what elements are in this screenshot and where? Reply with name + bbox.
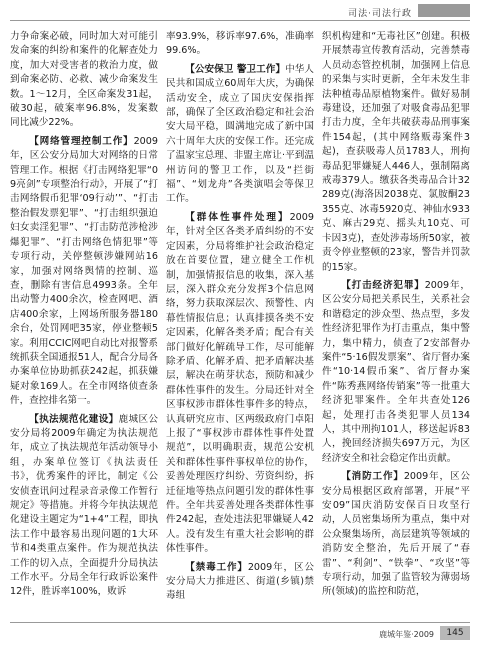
paragraph: 率93.9%，移诉率97.6%，准确率99.6%。 [166, 31, 314, 57]
paragraph: 织机构建和“无毒社区”创建。积极开展禁毒宣传教育活动，完善禁毒人员动态管控机制，加强网上信息的采集与实时更新，全年未发生非法种植毒品原植物案件。做好易制毒建设，还加强了对吸食毒品犯罪打击力度，全年共破获毒品刑事案件154起，(其中网络贩毒案件3起)，查获吸毒人员1783人，刑拘毒品犯罪嫌疑人446人，强制隔离戒毒379人。缴获各类毒品合计32289克(海洛因2038克、氯胺酮23355克、冰毒5920克、神仙水933克、麻古29克、摇头丸10克、可卡因3克)，查处涉毒场所50家，被责令停业整顿的23家，警告并罚款的15家。 [322, 31, 470, 273]
section-heading: 【公安保卫 警卫工作】 [185, 63, 286, 75]
section-economic-crime [322, 279, 470, 466]
section-heading: 【消防工作】 [341, 471, 404, 483]
section-anti-drug [166, 561, 314, 604]
column-1 [10, 30, 158, 618]
section-body: 2009年，区公安分局加大对网络的日常管理工作。根据《打击网络犯罪“09亮剑”专项整治行动》，开展了“打击网络假币犯罪‘09行动’”、“打击整治假发票犯罪”、“打击组织强迫妇女卖淫犯罪”、“打击防范涉枪涉爆犯罪”、“打击网络色情犯罪”等专项行动，关停整顿涉嫌网站16家，加强对网络舆情的控制、巡查，删除有害信息4993条。全年出动警力400余次，检查网吧、酒店400余家，上网场所服务器180余台，处罚网吧35家，停业整顿5家。利用CCIC网吧自动比对报警系统抓获全国通报51人，配合分局各办案单位协助抓获242起，抓获嫌疑对象169人。在全市网络侦查条件，查控排名第一。 [10, 135, 158, 407]
section-heading: 【打击经济犯罪】 [341, 279, 425, 291]
header-decoration [418, 4, 470, 17]
column-2 [166, 30, 314, 618]
paragraph: 力争命案必破，同时加大对可能引发命案的纠纷和案件的化解查处力度，加大对受害者的救治力度，做到命案必防、必救、减少命案发生数。1～12月，全区命案发31起，破30起，破案率96.8%，发案数同比减少22%。 [10, 31, 158, 129]
section-fire-safety [322, 470, 470, 600]
section-heading: 【执法规范化建设】 [29, 413, 119, 425]
footer-rule [10, 622, 470, 623]
section-law-enforcement [10, 413, 158, 600]
yearbook-name: 鹿城年鉴·2009 [379, 630, 434, 639]
text-columns [10, 30, 470, 618]
section-body: 鹿城区公安分局将2009年确定为执法规范年，成立了执法规范年活动领导小组，办案单位签订《执法责任书》，优秀案件的评比，制定《公安侦查讯问过程录音录像工作暂行规定》等措施。并将今年执法规范化建设主题定为“1+4”工程，即执法工作中最容易出现问题的1大环节和4类重点案件。作为规范执法工作的切入点，全面提升分局执法工作水平。分局全年行政诉讼案件12件，胜诉率100%，败诉 [10, 413, 158, 598]
section-mass-incidents [166, 211, 314, 557]
running-title: 司法·司法行政 [348, 9, 412, 19]
section-heading: 【网络管理控制工作】 [29, 135, 134, 147]
section-body: 2009年，区公安分局大力推进区、街道(乡镇)禁毒组 [166, 561, 314, 602]
page-header [0, 0, 480, 22]
section-body: 2009年，区公安分局根据区政府部署，开展“平安09”国庆消防安保百日攻坚行动，人员密集场所为重点，集中对公众聚集场所，高层建筑等领域的消防安全整治，先后开展了“春雷”、“利剑”、“铁拳”、“攻坚”等专项行动，加强了监管较为薄弱场所(领域)的监控和防范， [322, 471, 470, 598]
page-footer [0, 622, 480, 646]
section-body: 中华人民共和国成立60周年大庆，为确保活动安全，成立了国庆安保指挥部，确保了全区政治稳定和社会治安大局平稳，圆满地完成了新中国六十周年大庆的安保工作。还完成了温家宝总理、非盟主席让·平到温州访问的警卫工作，以及“拦街福”、“划龙舟”各类演唱会等保卫工作。 [166, 63, 314, 205]
header-rule [10, 20, 470, 21]
section-network-control [10, 135, 158, 409]
column-3 [322, 30, 470, 618]
section-heading: 【禁毒工作】 [185, 561, 248, 573]
section-body: 2009年，针对全区各类矛盾纠纷的不安定因素，分局将维护社会政治稳定放在首要位置，建立健全工作机制，加强情报信息的收集，深入基层，深入群众充分发挥3个信息网络，努力获取深层次、预警性、内幕性情报信息；认真排摸各类不安定因素，化解各类矛盾；配合有关部门做好化解疏导工作，尽可能解除矛盾、化解矛盾、把矛盾解决基层，解决在萌芽状态，预防和减少群体性事件的发生。分局还针对全区事权涉市群体性事件多的特点，认真研究应市、区两级政府门卓阳上报了“事权涉市群体性事件处置规范”，以明确职责，规范公安机关和群体性事件事权单位的协作，妥善处理医疗纠纷、劳资纠纷，拆迁征地等热点问题引发的群体性事件。全年共妥善处理各类群体性事件242起，查处违法犯罪嫌疑人42人。没有发生有重大社会影响的群体性事件。 [166, 211, 314, 555]
section-body: 2009年，区公安分局把关系民生，关系社会和谐稳定的涉众型、热点型，多发性经济犯罪作为打击重点，集中警力，集中精力，侦查了2安部督办案件“5·16假发票案”、省厅督办案件“10·14假币案”、省厅督办案件“陈秀燕网络传销案”等一批重大经济犯罪案件。全年共查处126起，处理打击各类犯罪人员134人，其中刑拘101人，移送起诉83人，挽回经济损失697万元，为区经济安全和社会稳定作出贡献。 [322, 279, 470, 464]
section-heading: 【群体性事件处理】 [185, 211, 290, 223]
page-number: 145 [440, 626, 470, 640]
section-security-guard [166, 63, 314, 207]
